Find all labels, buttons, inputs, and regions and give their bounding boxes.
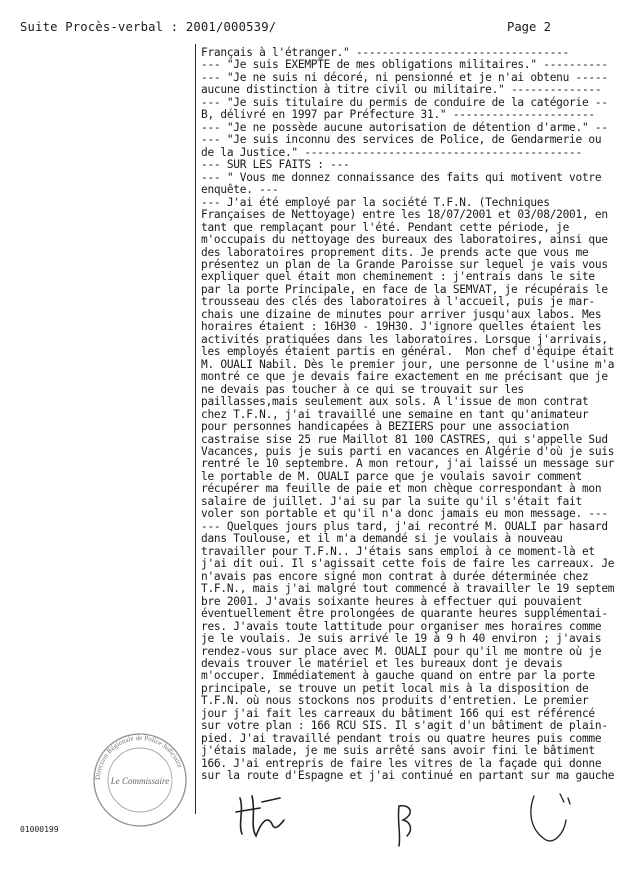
statement-line: principale, se trouve un petit local mis à la disposition de: [201, 681, 589, 695]
statement-line: horaires étaient : 16H30 - 19H30. J'ignore quelles étaient les: [201, 320, 602, 334]
page-number: Page 2: [507, 20, 552, 34]
statement-line: sur la route d'Espagne et j'ai continué en partant sur ma gauche: [201, 769, 615, 783]
statement-line: le portable de M. OUALI parce que je voulais savoir comment: [201, 469, 582, 483]
statement-line: m'occupais du nettoyage des bureaux des laboratoires, ainsi que: [201, 233, 608, 247]
proces-verbal-reference: Suite Procès-verbal : 2001/000539/: [20, 20, 277, 34]
statement-line: ne devais pas toucher à ce qui se trouvait sur les: [201, 382, 524, 396]
statement-line: --- " Vous me donnez connaissance des faits qui motivent votre: [201, 170, 602, 184]
statement-line: n'avais pas encore signé mon contrat à durée déterminée chez: [201, 569, 589, 583]
statement-line: expliquer quel était mon cheminement : j'entrais dans le site: [201, 270, 595, 284]
statement-line: des laboratoires proprement dits. Je prends acte que vous me: [201, 245, 589, 259]
statement-line: je le voulais. Je suis arrivé le 19 à 9 h 40 environ ; j'avais: [201, 632, 602, 646]
statement-line: trousseau des clés des laboratoires à l'accueil, puis je mar-: [201, 295, 595, 309]
document-number: 01000199: [20, 825, 59, 834]
statement-line: de la Justice." -------------------------------------------: [201, 145, 582, 159]
statement-line: T.F.N. où nous stockons nos produits d'entretien. Le premier: [201, 694, 589, 708]
statement-line: m'occuper. Immédiatement à gauche quand on entre par la porte: [201, 669, 595, 683]
statement-line: 166. J'ai entrepris de faire les vitres de la façade qui donne: [201, 756, 602, 770]
statement-line: --- SUR LES FAITS : ---: [201, 158, 350, 172]
statement-line: récupérer ma feuille de paie et mon chèque correspondant à mon: [201, 482, 602, 496]
statement-line: devais trouver le matériel et les bureaux dont je devais: [201, 656, 563, 670]
statement-line: M. OUALI Nabil. Dès le premier jour, une personne de l'usine m'a: [201, 357, 615, 371]
statement-line: --- "Je suis titulaire du permis de conduire de la catégorie --: [201, 95, 608, 109]
statement-line: présentez un plan de la Grande Paroisse sur lequel je vais vous: [201, 257, 608, 271]
stamp-inner-text: Le Commissaire: [110, 776, 170, 786]
statement-line: paillasses,mais seulement aux sols. A l'issue de mon contrat: [201, 395, 589, 409]
statement-line: --- "Je ne possède aucune autorisation de détention d'arme." --: [201, 120, 608, 134]
statement-line: dans Toulouse, et il m'a demandé si je voulais à nouveau: [201, 532, 563, 546]
statement-line: enquête. ---: [201, 183, 279, 197]
statement-body: [201, 46, 615, 783]
statement-line: rentré le 10 septembre. A mon retour, j'ai laissé un message sur: [201, 457, 615, 471]
statement-line: --- J'ai été employé par la société T.F.N. (Techniques: [201, 195, 550, 209]
statement-line: --- "Je ne suis ni décoré, ni pensionné et je n'ai obtenu -----: [201, 70, 608, 84]
signature-2: [393, 800, 421, 850]
signature-3: [520, 790, 580, 848]
statement-line: par la porte Principale, en face de la SEMVAT, je récupérais le: [201, 282, 608, 296]
signature-1: [232, 790, 290, 840]
statement-line: salaire de juillet. J'ai su par la suite qu'il s'était fait: [201, 494, 582, 508]
statement-line: bre 2001. J'avais soixante heures à effectuer qui pouvaient: [201, 594, 582, 608]
statement-line: activités pratiquées dans les laboratoires. Lorsque j'arrivais,: [201, 332, 608, 346]
statement-line: voler son portable et qu'il n'a donc jamais eu mon message. ---: [201, 507, 608, 521]
statement-line: les employés étaient partis en général. Mon chef d'équipe était: [201, 345, 615, 359]
statement-line: éventuellement être prolongées de quarante heures supplémentai-: [201, 607, 608, 621]
statement-line: --- "Je suis inconnu des services de Police, de Gendarmerie ou: [201, 133, 602, 147]
statement-line: T.F.N., mais j'ai malgré tout commencé à travailler le 19 septem: [201, 582, 615, 596]
statement-line: rendez-vous sur place avec M. OUALI pour qu'il me montre où je: [201, 644, 602, 658]
statement-line: pour personnes handicapées à BEZIERS pour une association: [201, 420, 570, 434]
statement-line: Français à l'étranger." ---------------------------------: [201, 46, 570, 59]
statement-line: chais une dizaine de minutes pour arriver jusqu'aux labos. Mes: [201, 307, 602, 321]
statement-line: Françaises de Nettoyage) entre les 18/07/2001 et 03/08/2001, en: [201, 208, 608, 222]
statement-line: res. J'avais toute lattitude pour organiser mes horaires comme: [201, 619, 602, 633]
statement-line: montré ce que je devais faire exactement en me précisant que je: [201, 370, 608, 384]
margin-rule: [195, 44, 196, 814]
police-stamp: [86, 722, 194, 830]
statement-line: --- Quelques jours plus tard, j'ai recontré M. OUALI par hasard: [201, 519, 608, 533]
statement-line: j'ai dit oui. Il s'agissait cette fois de faire les carreaux. Je: [201, 557, 615, 571]
statement-line: travailler pour T.F.N.. J'étais sans emploi à ce moment-là et: [201, 544, 595, 558]
svg-text:Direction Régionale de Police: [94, 734, 184, 780]
statement-line: castraise sise 25 rue Maillot 81 100 CASTRES, qui s'appelle Sud: [201, 432, 608, 446]
statement-line: aucune distinction à titre civil ou militaire." --------------: [201, 83, 602, 97]
statement-line: pied. J'ai travaillé pendant trois ou quatre heures puis comme: [201, 731, 602, 745]
statement-line: tant que remplaçant pour l'été. Pendant cette période, je: [201, 220, 570, 234]
statement-line: Vacances, puis je suis parti en vacances en Algérie d'où je suis: [201, 445, 615, 458]
statement-line: B, délivré en 1997 par Préfecture 31." ----------------------: [201, 108, 595, 122]
statement-line: jour j'ai fait les carreaux du bâtiment 166 qui est référencé: [201, 706, 595, 720]
stamp-outer-text: Direction Régionale de Police Judiciaire: [93, 733, 184, 781]
statement-line: sur votre plan : 166 RCU SIS. Il s'agit d'un bâtiment de plain-: [201, 719, 608, 733]
statement-line: --- "Je suis EXEMPTE de mes obligations militaires." ----------: [201, 58, 608, 72]
statement-line: chez T.F.N., j'ai travaillé une semaine en tant qu'animateur: [201, 407, 589, 421]
statement-line: j'étais malade, je me suis arrêté sans avoir fini le bâtiment: [201, 744, 595, 758]
